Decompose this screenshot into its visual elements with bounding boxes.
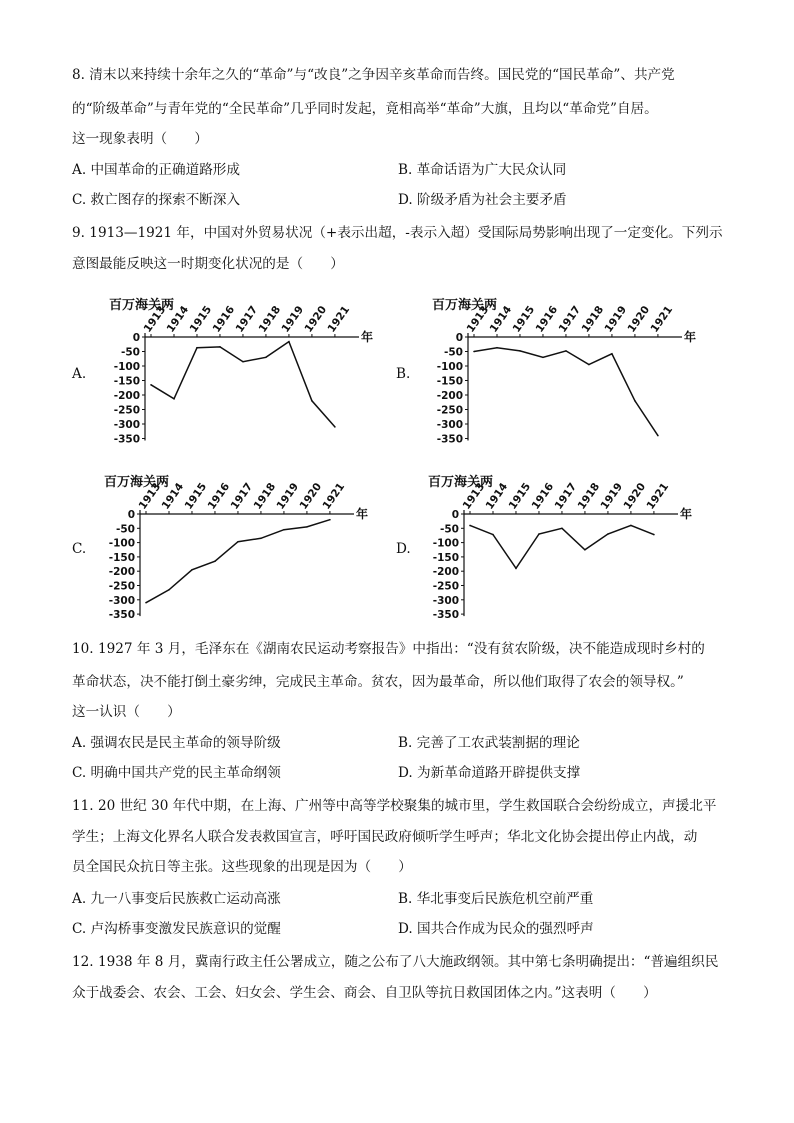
y-tick-label: -200 (436, 390, 463, 402)
data-point (538, 533, 540, 535)
question-8-option-a: A. 中国革命的正确道路形成 (72, 162, 240, 178)
y-tick-label: -300 (113, 419, 140, 431)
question-9-line-2: 意图最能反映这一时期变化状况的是（ ） (72, 256, 344, 272)
y-tick-label: 0 (127, 509, 135, 521)
x-tick-label: 1916 (533, 303, 561, 335)
y-tick-label: -150 (113, 375, 140, 388)
series-line (474, 348, 658, 436)
data-point (283, 529, 285, 531)
x-tick-label: 1918 (251, 480, 279, 512)
x-tick-label: 1913 (464, 303, 492, 335)
chart-title: 百万海关两 (109, 298, 175, 313)
x-tick-label: 1919 (598, 480, 626, 512)
x-tick-label: 1920 (297, 480, 325, 512)
y-tick-label: -200 (432, 566, 459, 579)
data-point (219, 346, 221, 348)
x-tick-label: 1917 (228, 480, 256, 512)
question-10-option-a: A. 强调农民是民主革命的领导阶级 (72, 735, 281, 751)
y-tick-label: -250 (436, 404, 463, 417)
y-tick-label: -100 (436, 361, 463, 373)
x-tick-label: 1917 (552, 480, 580, 512)
y-tick-label: -150 (436, 375, 463, 388)
data-point (584, 549, 586, 551)
chart-b (418, 290, 708, 465)
data-point (214, 560, 216, 562)
x-tick-label: 1920 (625, 303, 653, 335)
question-11-option-b: B. 华北事变后民族危机空前严重 (398, 891, 594, 907)
x-tick-label: 1913 (141, 303, 169, 335)
data-point (561, 528, 563, 530)
data-point (565, 350, 567, 352)
y-tick-label: -50 (121, 346, 140, 359)
y-tick-label: -250 (432, 580, 459, 593)
data-point (542, 357, 544, 359)
data-point (196, 347, 198, 349)
question-11-option-d: D. 国共合作成为民众的强烈呼声 (398, 921, 594, 937)
y-tick-label: -300 (432, 594, 459, 607)
chart-a-label: A. (72, 366, 87, 382)
y-tick-label: -50 (440, 523, 459, 536)
y-tick-label: 0 (455, 332, 463, 344)
data-point (242, 361, 244, 363)
y-tick-label: -150 (108, 551, 135, 564)
question-12-line-2: 众于战委会、农会、工会、妇女会、学生会、商会、自卫队等抗日救国团体之内。”这表明（ ） (72, 985, 657, 1001)
x-tick-label: 1916 (529, 480, 557, 512)
data-point (311, 400, 313, 402)
x-tick-label: 1921 (325, 303, 353, 335)
x-tick-label: 1917 (233, 303, 261, 335)
question-10-option-c: C. 明确中国共产党的民主革命纲领 (72, 765, 281, 781)
y-tick-label: -100 (113, 361, 140, 373)
x-tick-label: 1918 (256, 303, 284, 335)
x-tick-label: 1915 (182, 480, 210, 512)
data-point (168, 589, 170, 591)
x-tick-label: 1914 (164, 303, 192, 335)
data-point (334, 426, 336, 428)
y-tick-label: -250 (113, 404, 140, 417)
x-tick-label: 1915 (506, 480, 534, 512)
question-8-option-b: B. 革命话语为广大民众认同 (398, 162, 567, 178)
y-tick-label: -300 (108, 594, 135, 607)
question-8-option-d: D. 阶级矛盾为社会主要矛盾 (398, 192, 567, 208)
y-tick-label: -200 (108, 566, 135, 579)
y-tick-label: -350 (432, 609, 459, 622)
chart-b-label: B. (396, 366, 411, 382)
question-11-option-a: A. 九一八事变后民族救亡运动高涨 (72, 891, 281, 907)
chart-title: 百万海关两 (428, 475, 494, 490)
question-8-line-2: 的“阶级革命”与青年党的“全民革命”几乎同时发起，竟相高举“革命”大旗，且均以“革命党”自居。 (72, 101, 658, 117)
chart-c (90, 467, 380, 627)
data-point (634, 400, 636, 402)
question-10-line-1: 10. 1927 年 3 月，毛泽东在《湖南农民运动考察报告》中指出：“没有贫农阶级，决不能造成现时乡村的 (72, 641, 705, 657)
x-tick-label: 1916 (205, 480, 233, 512)
chart-d (414, 467, 704, 627)
y-tick-label: -350 (113, 433, 140, 446)
y-tick-label: -100 (432, 537, 459, 550)
data-point (519, 350, 521, 352)
x-axis-label: 年 (356, 507, 369, 521)
x-axis-label: 年 (361, 330, 374, 344)
y-tick-label: -150 (432, 551, 459, 564)
question-11-line-3: 员全国民众抗日等主张。这些现象的出现是因为（ ） (72, 859, 412, 875)
x-tick-label: 1920 (302, 303, 330, 335)
x-tick-label: 1921 (644, 480, 672, 512)
data-point (496, 347, 498, 349)
question-10-line-3: 这一认识（ ） (72, 704, 181, 720)
question-10-option-b: B. 完善了工农武装割据的理论 (398, 735, 580, 751)
question-11-line-2: 学生；上海文化界名人联合发表救国宣言，呼吁国民政府倾听学生呼声；华北文化协会提出停止内战，动 (72, 829, 698, 845)
y-tick-label: -50 (444, 346, 463, 359)
data-point (473, 351, 475, 353)
question-11-option-c: C. 卢沟桥事变激发民族意识的觉醒 (72, 921, 281, 937)
y-tick-label: 0 (132, 332, 140, 344)
y-tick-label: -200 (113, 390, 140, 402)
data-point (469, 525, 471, 527)
data-point (145, 602, 147, 604)
data-point (657, 435, 659, 437)
series-line (146, 520, 330, 603)
series-line (151, 342, 335, 427)
x-tick-label: 1914 (483, 480, 511, 512)
data-point (265, 357, 267, 359)
data-point (492, 534, 494, 536)
x-tick-label: 1914 (159, 480, 187, 512)
data-point (653, 534, 655, 536)
data-point (260, 538, 262, 540)
x-tick-label: 1921 (648, 303, 676, 335)
question-10-line-2: 革命状态，决不能打倒土豪劣绅，完成民主革命。贫农，因为最革命，所以他们取得了农会的领导权。” (72, 674, 684, 690)
question-8-line-1: 8. 清末以来持续十余年之久的“革命”与“改良”之争因辛亥革命而告终。国民党的“国民革命”、共产党 (72, 67, 675, 83)
x-axis-label: 年 (680, 507, 693, 521)
x-tick-label: 1914 (487, 303, 515, 335)
x-tick-label: 1918 (579, 303, 607, 335)
question-12-line-1: 12. 1938 年 8 月，冀南行政主任公署成立，随之公布了八大施政纲领。其中第七条明确提出：“普遍组织民 (72, 954, 719, 970)
question-11-line-1: 11. 20 世纪 30 年代中期，在上海、广州等中高等学校聚集的城市里，学生救国联合会纷纷成立，声援北平 (72, 798, 717, 814)
y-tick-label: -350 (108, 609, 135, 622)
x-tick-label: 1915 (187, 303, 215, 335)
y-tick-label: -350 (436, 433, 463, 446)
x-tick-label: 1915 (510, 303, 538, 335)
chart-title: 百万海关两 (104, 475, 170, 490)
data-point (288, 341, 290, 343)
x-tick-label: 1919 (279, 303, 307, 335)
data-point (237, 541, 239, 543)
x-tick-label: 1913 (136, 480, 164, 512)
x-tick-label: 1920 (621, 480, 649, 512)
x-tick-label: 1918 (575, 480, 603, 512)
data-point (306, 526, 308, 528)
data-point (588, 364, 590, 366)
data-point (329, 519, 331, 521)
data-point (150, 384, 152, 386)
y-tick-label: 0 (451, 509, 459, 521)
x-axis-label: 年 (684, 330, 697, 344)
question-9-line-1: 9. 1913—1921 年，中国对外贸易状况（+表示出超，-表示入超）受国际局势影响出现了一定变化。下列示 (72, 225, 723, 241)
y-tick-label: -300 (436, 419, 463, 431)
question-8-option-c: C. 救亡图存的探索不断深入 (72, 192, 241, 208)
y-tick-label: -100 (108, 537, 135, 550)
data-point (173, 398, 175, 400)
chart-a (95, 290, 385, 465)
series-line (470, 525, 654, 568)
x-tick-label: 1917 (556, 303, 584, 335)
x-tick-label: 1919 (602, 303, 630, 335)
chart-title: 百万海关两 (432, 298, 498, 313)
x-tick-label: 1913 (460, 480, 488, 512)
question-8-line-3: 这一现象表明（ ） (72, 131, 208, 147)
data-point (630, 525, 632, 527)
chart-c-label: C. (72, 541, 87, 557)
x-tick-label: 1919 (274, 480, 302, 512)
data-point (515, 568, 517, 570)
data-point (611, 353, 613, 355)
data-point (607, 533, 609, 535)
data-point (191, 569, 193, 571)
y-tick-label: -250 (108, 580, 135, 593)
question-10-option-d: D. 为新革命道路开辟提供支撑 (398, 765, 581, 781)
x-tick-label: 1921 (320, 480, 348, 512)
x-tick-label: 1916 (210, 303, 238, 335)
chart-d-label: D. (396, 541, 411, 557)
y-tick-label: -50 (116, 523, 135, 536)
